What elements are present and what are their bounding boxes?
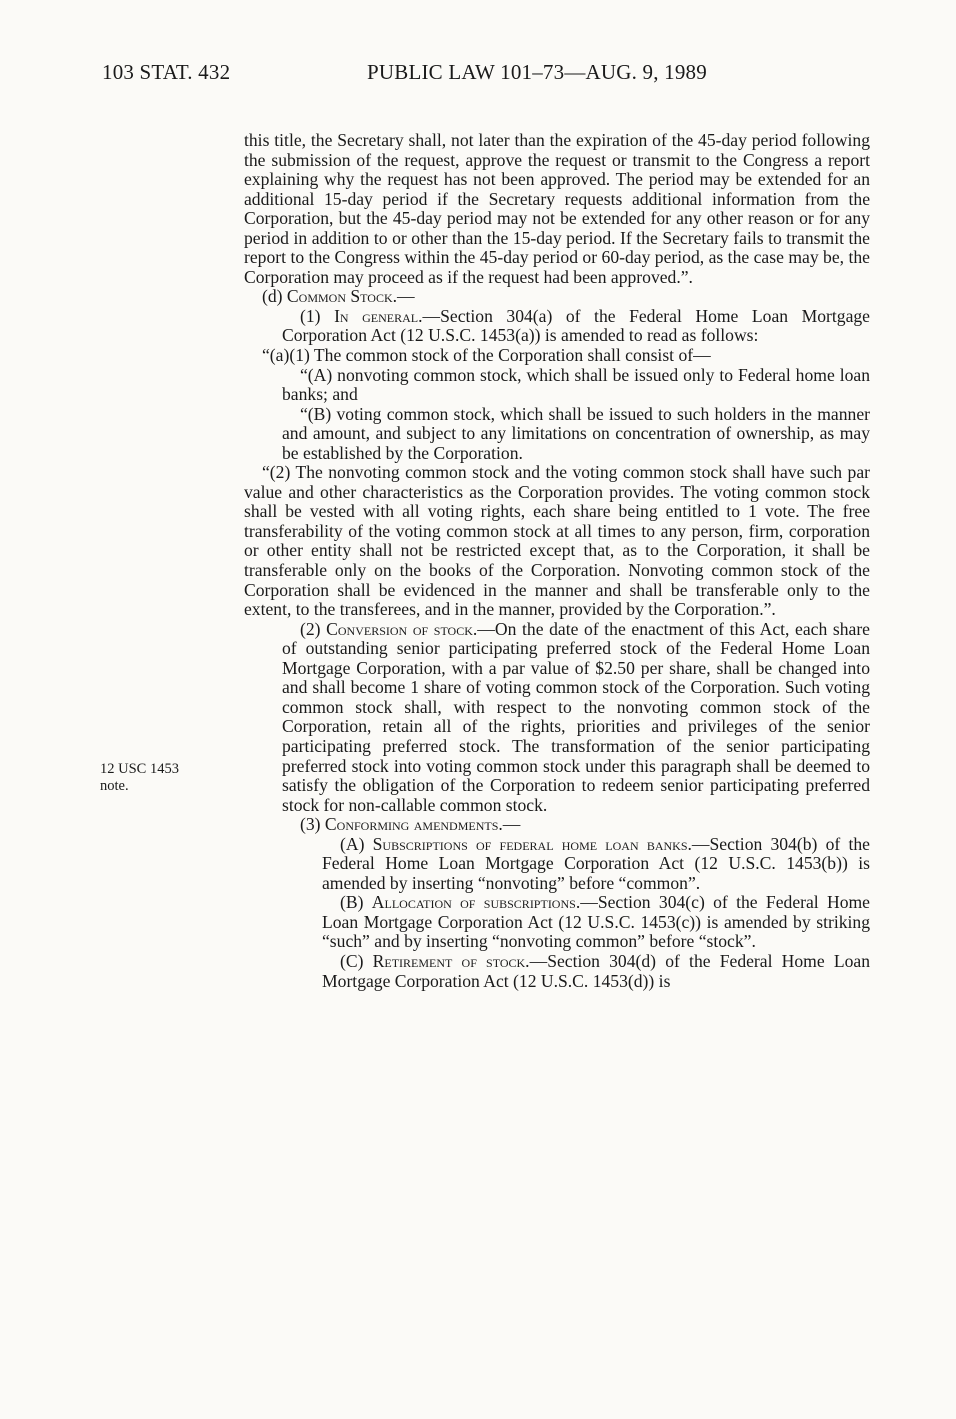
subparagraph-B-heading: Allocation of subscriptions. <box>371 892 581 913</box>
paragraph-d2-heading: Conversion of stock. <box>326 618 478 639</box>
paragraph-d2-label: (2) <box>300 618 327 639</box>
subparagraph-A <box>244 835 870 894</box>
subparagraph-C-text: —Section 304(d) of the Federal Home Loan Mortgage Corporation Act (12 U.S.C. 1453(d)) is <box>322 950 870 991</box>
paragraph-d2 <box>244 620 870 815</box>
quoted-A: “(A) nonvoting common stock, which shall be issued only to Federal home loan banks; and <box>282 364 870 405</box>
intro-paragraph: this title, the Secretary shall, not later than the expiration of the 45-day period following the submission of the request, approve the request or transmit to the Congress a report explaining why the request has not been approved. The period may be extended for an additional 15-day period if the Secretary requests additional information from the Corporation, but the 45-day period may not be extended for any other reason or for any period in addition to or other than the 15-day period. If the Secretary fails to transmit the report to the Congress within the 45-day period or 60-day period, as the case may be, the Corporation may proceed as if the request had been approved.”. <box>244 130 870 287</box>
paragraph-d1-text: —Section 304(a) of the Federal Home Loan Mortgage Corporation Act (12 U.S.C. 1453(a)) is amended to read as follows: <box>282 305 870 346</box>
quoted-a1: “(a)(1) The common stock of the Corporation shall consist of— <box>262 345 711 366</box>
paragraph-d1-label: (1) <box>300 305 335 326</box>
subparagraph-A-text: —Section 304(b) of the Federal Home Loan Mortgage Corporation Act (12 U.S.C. 1453(b)) is amended by inserting “nonvoting” before “common”. <box>322 833 870 893</box>
subsection-d-label: (d) <box>262 286 287 307</box>
quoted-2: “(2) The nonvoting common stock and the voting common stock shall have such par value and other characteristics as the Corporation provides. The voting common stock shall be vested with all voting rights, each share being entitled to 1 vote. The free transferability of the voting common stock at all times to any person, firm, corporation or other entity shall not be restricted except that, as to the Corporation, it shall be transferable only on the books of the Corporation. Nonvoting common stock of the Corporation shall be evidenced in the manner and shall be transferable only to the extent, to the transferees, and in the manner, provided by the Corporation.”. <box>244 462 870 620</box>
quoted-B: “(B) voting common stock, which shall be issued to such holders in the manner and amount, and subject to any limitations on concentration of ownership, as may be established by the Corporation. <box>282 403 870 463</box>
statute-page-number: 103 STAT. 432 <box>102 60 231 84</box>
subparagraph-A-heading: Subscriptions of federal home loan banks. <box>372 833 692 854</box>
body-text <box>244 131 870 991</box>
subsection-d-heading: Common Stock.— <box>286 286 415 307</box>
subparagraph-A-label: (A) <box>340 833 373 854</box>
subparagraph-B-label: (B) <box>340 892 372 913</box>
paragraph-d3-heading: Conforming amendments.— <box>324 814 521 835</box>
subparagraph-B <box>244 893 870 952</box>
paragraph-d1 <box>244 307 870 346</box>
paragraph-d3-label: (3) <box>300 814 325 835</box>
subparagraph-C-label: (C) <box>340 950 373 971</box>
margin-citation <box>100 761 220 795</box>
paragraph-d2-text: —On the date of the enactment of this Act, each share of outstanding senior participating preferred stock of the Federal Home Loan Mortgage Corporation, with a par value of $2.50 per share, shall be changed into and shall become 1 share of voting common stock of the Corporation. Such voting common stock shall, with respect to the nonvoting common stock of the Corporation, retain all of the rights, priorities and privileges of the senior participating preferred stock. The transformation of the senior participating preferred stock into voting common stock under this paragraph shall be deemed to satisfy the obligation of the Corporation to redeem senior participating preferred stock for non-callable common stock. <box>282 618 870 815</box>
paragraph-d3 <box>244 815 870 835</box>
margin-citation-line1: 12 USC 1453 <box>100 761 179 777</box>
subparagraph-C <box>244 952 870 991</box>
running-header <box>102 60 872 90</box>
subparagraph-B-text: —Section 304(c) of the Federal Home Loan Mortgage Corporation Act (12 U.S.C. 1453(c)) is amended by striking “such” and by inserting “nonvoting common” before “stock”. <box>322 892 870 952</box>
margin-citation-line2: note. <box>100 778 129 794</box>
public-law-title: PUBLIC LAW 101–73—AUG. 9, 1989 <box>367 60 707 84</box>
paragraph-d1-heading: In general. <box>334 305 423 326</box>
subparagraph-C-heading: Retirement of stock. <box>372 950 530 971</box>
subsection-d <box>244 287 870 307</box>
